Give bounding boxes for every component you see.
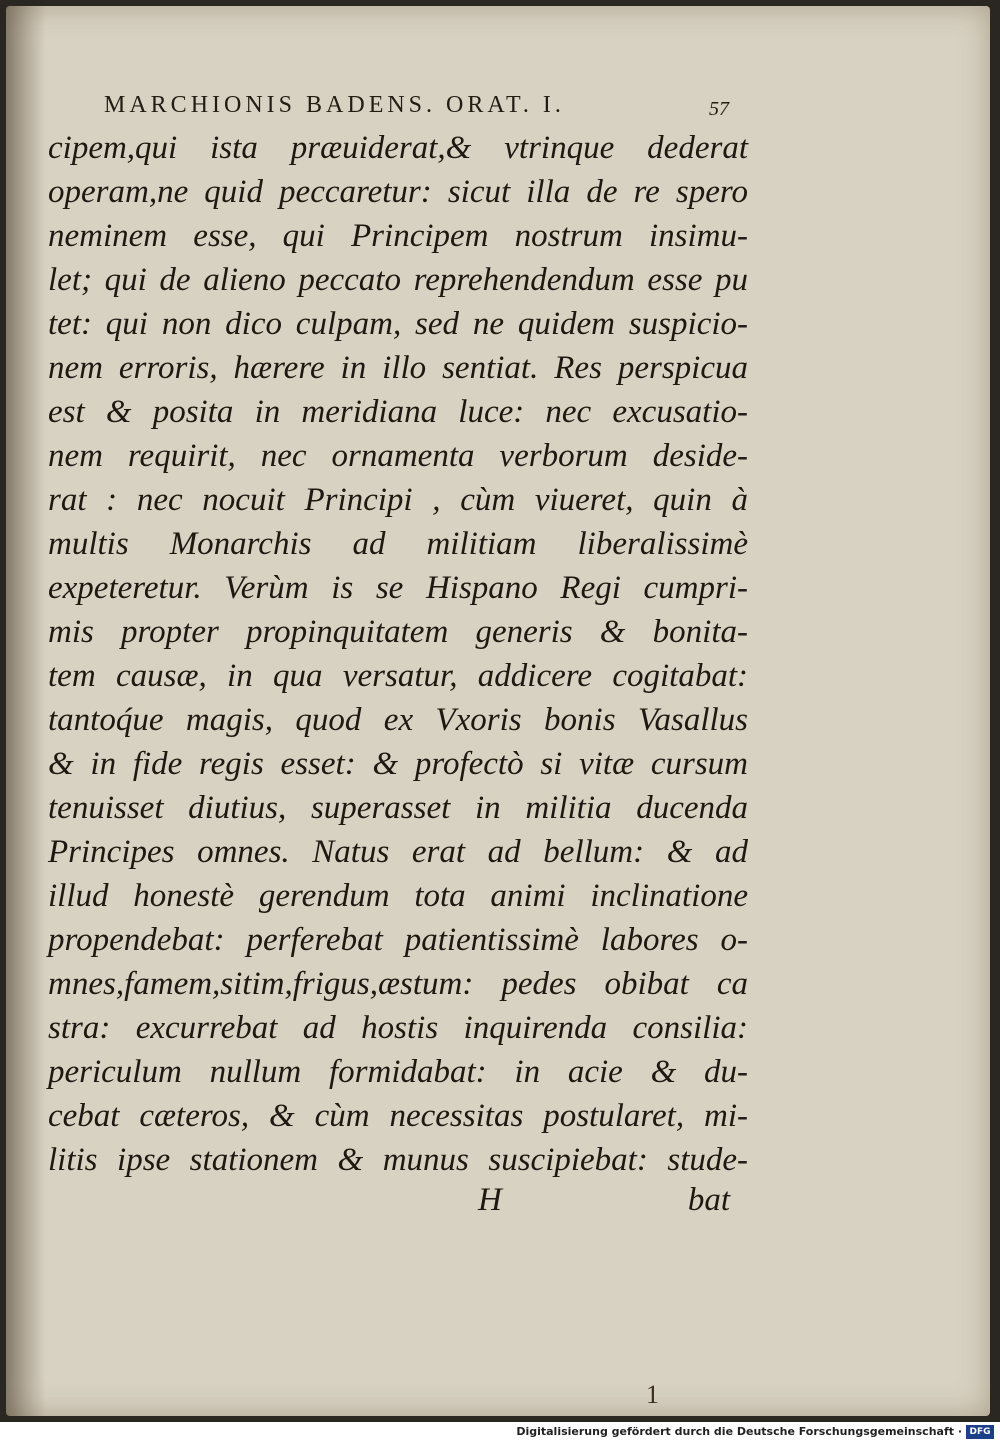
text-line: cebat cæteros, & cùm necessitas postularet, mi- xyxy=(48,1098,748,1134)
text-line: periculum nullum formidabat: in acie & du- xyxy=(48,1054,748,1090)
text-line: nem erroris, hærere in illo sentiat. Res perspicua xyxy=(48,350,748,386)
page-number: 57 xyxy=(709,98,729,120)
text-line: tenuisset diutius, superasset in militia ducenda xyxy=(48,790,748,826)
text-line: expeteretur. Verùm is se Hispano Regi cumpri- xyxy=(48,570,748,606)
running-title: MARCHIONIS BADENS. ORAT. I. xyxy=(104,92,565,118)
catchword: bat xyxy=(687,1182,730,1218)
text-line: stra: excurrebat ad hostis inquirenda consilia: xyxy=(48,1010,748,1046)
text-line: tem causæ, in qua versatur, addicere cogitabat: xyxy=(48,658,748,694)
page-footer xyxy=(48,1182,748,1226)
text-line: illud honestè gerendum tota animi inclinatione xyxy=(48,878,748,914)
text-line: tantoq́ue magis, quod ex Vxoris bonis Vasallus xyxy=(48,702,748,738)
text-line: & in fide regis esset: & profectò si vitæ cursum xyxy=(48,746,748,782)
text-line: neminem esse, qui Principem nostrum insimu- xyxy=(48,218,748,254)
text-line: tet: qui non dico culpam, sed ne quidem suspicio- xyxy=(48,306,748,342)
text-line: Principes omnes. Natus erat ad bellum: & ad xyxy=(48,834,748,870)
text-line: multis Monarchis ad militiam liberalissimè xyxy=(48,526,748,562)
text-line: let; qui de alieno peccato reprehendendum esse pu xyxy=(48,262,748,298)
signature-mark: H xyxy=(478,1182,502,1218)
text-line: mis propter propinquitatem generis & bonita- xyxy=(48,614,748,650)
running-head xyxy=(104,92,744,128)
dfg-logo-icon: DFG xyxy=(966,1425,994,1439)
text-line: operam,ne quid peccaretur: sicut illa de re spero xyxy=(48,174,748,210)
text-line: rat : nec nocuit Principi , cùm viueret, quin à xyxy=(48,482,748,518)
text-line: mnes,famem,sitim,frigus,æstum: pedes obibat ca xyxy=(48,966,748,1002)
book-page xyxy=(6,6,990,1416)
body-text xyxy=(48,126,748,1182)
text-line: cipem,qui ista præuiderat,& vtrinque dederat xyxy=(48,130,748,166)
credit-bar xyxy=(0,1422,1000,1442)
text-line: litis ipse stationem & munus suscipiebat: stude- xyxy=(48,1142,748,1178)
text-line: propendebat: perferebat patientissimè labores o- xyxy=(48,922,748,958)
bottom-mark: 1 xyxy=(646,1380,659,1409)
text-line: nem requirit, nec ornamenta verborum deside- xyxy=(48,438,748,474)
text-line: est & posita in meridiana luce: nec excusatio- xyxy=(48,394,748,430)
credit-text: Digitalisierung gefördert durch die Deutsche Forschungsgemeinschaft · xyxy=(516,1425,962,1438)
